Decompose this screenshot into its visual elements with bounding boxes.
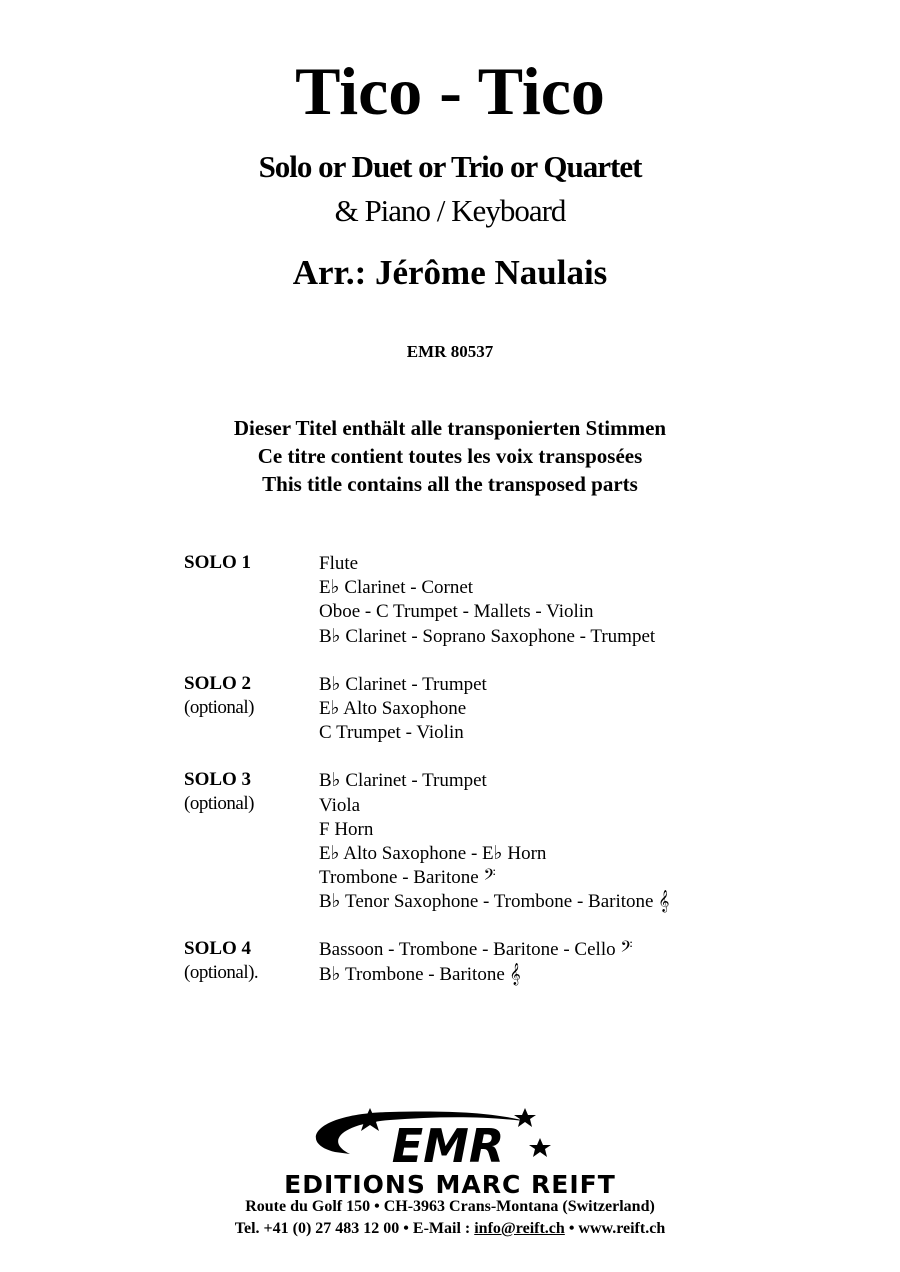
part-optional: (optional) <box>184 696 254 718</box>
instrument: C Trumpet - Violin <box>319 722 464 744</box>
part-group <box>0 673 900 746</box>
publisher-contact <box>0 1220 900 1238</box>
instrument: F Horn <box>319 818 374 840</box>
catalog-number: EMR 80537 <box>406 342 494 361</box>
part-name: SOLO 1 <box>184 552 252 573</box>
instrument: Oboe - C Trumpet - Mallets - Violin <box>319 601 594 623</box>
emr-logo-graphic <box>240 1104 660 1174</box>
instrument: Bassoon - Trombone - Baritone - Cello 𝄢 <box>319 939 633 961</box>
part-optional <box>184 576 314 600</box>
instrument: B♭ Clarinet - Trumpet <box>319 673 487 695</box>
email-link[interactable]: info@reift.ch <box>474 1220 565 1237</box>
page-title: Tico - Tico <box>295 53 605 129</box>
notice-german: Dieser Titel enthält alle transponierten Stimmen <box>233 416 667 440</box>
instrument: E♭ Alto Saxophone <box>319 697 467 719</box>
parts-list <box>0 552 900 1011</box>
part-group <box>0 769 900 914</box>
notice-french: Ce titre contient toutes les voix transposées <box>257 444 643 468</box>
part-optional: (optional) <box>184 793 254 815</box>
logo-text: EMR <box>391 1119 505 1173</box>
publisher-name: EDITIONS MARC REIFT <box>284 1170 616 1199</box>
star-icon <box>529 1138 551 1157</box>
part-optional: (optional). <box>184 962 259 984</box>
star-icon <box>357 1108 383 1131</box>
part-name: SOLO 2 <box>184 672 252 694</box>
instrument: B♭ Tenor Saxophone - Trombone - Baritone 𝄞 <box>319 891 670 913</box>
publisher-address: Route du Golf 150 • CH-3963 Crans-Montana (Switzerland) <box>245 1198 655 1215</box>
instrument: B♭ Clarinet - Trumpet <box>319 770 487 792</box>
website-text: • www.reift.ch <box>564 1220 666 1237</box>
instrument: E♭ Alto Saxophone - E♭ Horn <box>319 842 547 864</box>
notice-english: This title contains all the transposed parts <box>262 472 638 496</box>
instrument: B♭ Clarinet - Soprano Saxophone - Trumpet <box>319 625 656 647</box>
part-name: SOLO 3 <box>184 769 252 791</box>
instrument: Viola <box>319 794 361 816</box>
instrument: B♭ Trombone - Baritone 𝄞 <box>319 963 521 985</box>
part-name: SOLO 4 <box>184 938 252 960</box>
instrument: E♭ Clarinet - Cornet <box>319 577 474 599</box>
phone-text: Tel. +41 (0) 27 483 12 00 • E-Mail : <box>234 1220 475 1237</box>
subtitle: Solo or Duet or Trio or Quartet <box>258 149 642 184</box>
star-icon <box>514 1108 536 1127</box>
part-group <box>0 938 900 986</box>
instrument: Trombone - Baritone 𝄢 <box>319 867 496 889</box>
arranger: Arr.: Jérôme Naulais <box>292 253 608 292</box>
part-group <box>0 552 900 649</box>
instrument: Flute <box>319 553 359 574</box>
subtitle-accompaniment: & Piano / Keyboard <box>334 193 566 228</box>
